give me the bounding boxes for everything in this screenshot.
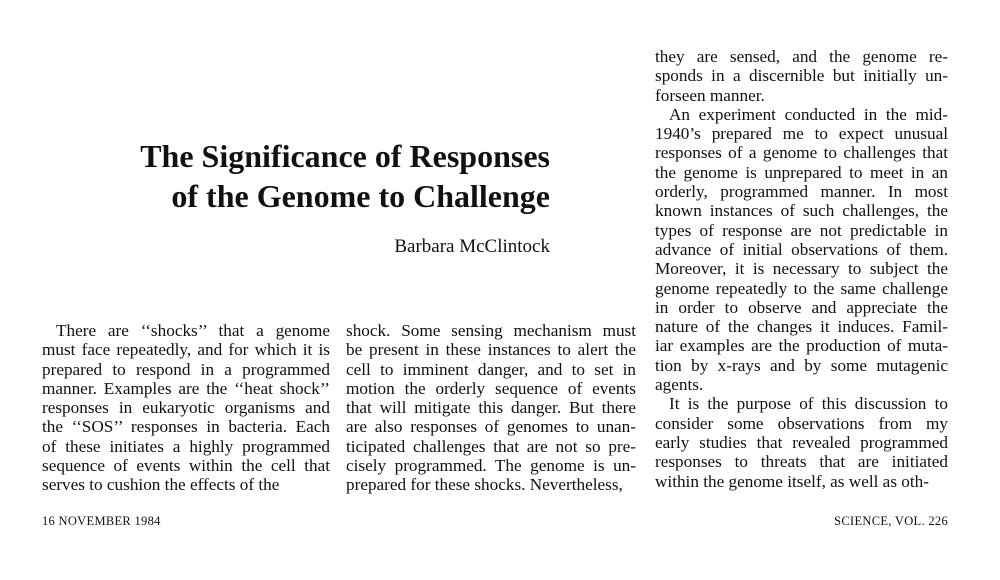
text-line: known instances of such challenges, the: [655, 201, 948, 221]
text-line: within the genome itself, as well as oth-: [655, 471, 929, 491]
text-line: genome repeatedly to the same challenge: [655, 278, 948, 298]
text-line: cell to imminent danger, and to set in: [346, 359, 636, 379]
text-line: agents.: [655, 375, 704, 395]
text-line: tion by x-rays and by some mutagenic: [655, 355, 948, 375]
text-column-1: [42, 321, 330, 495]
text-line: must face repeatedly, and for which it is: [42, 340, 330, 360]
text-line: are also responses of genomes to unan-: [346, 417, 636, 437]
text-line: sponds in a discernible but initially un-: [655, 66, 948, 86]
text-line: It is the purpose of this discussion to: [669, 394, 948, 414]
text-line: An experiment conducted in the mid-: [669, 104, 948, 124]
text-line: in order to observe and appreciate the: [655, 297, 948, 317]
text-column-2: [346, 321, 636, 495]
paragraph: [655, 105, 948, 394]
text-line: There are ‘‘shocks’’ that a genome: [56, 321, 330, 340]
text-line: iar examples are the production of muta-: [655, 336, 948, 356]
author-name: Barbara McClintock: [394, 236, 550, 257]
text-line: cisely programmed. The genome is un-: [346, 456, 636, 476]
text-line: prepared for these shocks. Nevertheless,: [346, 475, 623, 495]
text-column-3: [655, 47, 948, 491]
text-line: manner. Examples are the ‘‘heat shock’’: [42, 378, 330, 398]
article-title: [100, 136, 550, 216]
text-line: motion the orderly sequence of events: [346, 378, 636, 398]
paragraph: [655, 394, 948, 490]
text-line: responses of a genome to challenges that: [655, 143, 948, 163]
text-line: advance of initial observations of them.: [655, 239, 948, 259]
paragraph: [42, 321, 330, 495]
text-line: serves to cushion the effects of the: [42, 475, 280, 495]
text-line: forseen manner.: [655, 85, 765, 105]
text-line: responses to threats that are initiated: [655, 452, 948, 472]
text-line: be present in these instances to alert the: [346, 340, 636, 360]
text-line: sequence of events within the cell that: [42, 456, 330, 476]
text-line: nature of the changes it induces. Famil-: [655, 317, 948, 337]
text-line: types of response are not predictable in: [655, 220, 948, 240]
text-line: consider some observations from my: [655, 413, 948, 433]
title-line-1: The Significance of Responses: [140, 138, 550, 174]
text-line: prepared to respond in a programmed: [42, 359, 330, 379]
footer-journal-volume: SCIENCE, VOL. 226: [834, 514, 948, 528]
text-line: Moreover, it is necessary to subject the: [655, 259, 948, 279]
text-line: ticipated challenges that are not so pre-: [346, 436, 636, 456]
text-line: early studies that revealed programmed: [655, 432, 948, 452]
text-line: of these initiates a highly programmed: [42, 436, 330, 456]
text-line: they are sensed, and the genome re-: [655, 47, 948, 66]
paragraph: [346, 321, 636, 495]
title-line-2: of the Genome to Challenge: [171, 178, 550, 214]
text-line: the ‘‘SOS’’ responses in bacteria. Each: [42, 417, 330, 437]
text-line: 1940’s prepared me to expect unusual: [655, 124, 948, 144]
text-line: that will mitigate this danger. But there: [346, 398, 636, 418]
paragraph: [655, 47, 948, 105]
footer-date: 16 NOVEMBER 1984: [42, 514, 161, 528]
text-line: the genome is unprepared to meet in an: [655, 162, 948, 182]
text-line: shock. Some sensing mechanism must: [346, 321, 636, 340]
text-line: responses in eukaryotic organisms and: [42, 398, 330, 418]
text-line: orderly, programmed manner. In most: [655, 182, 948, 202]
